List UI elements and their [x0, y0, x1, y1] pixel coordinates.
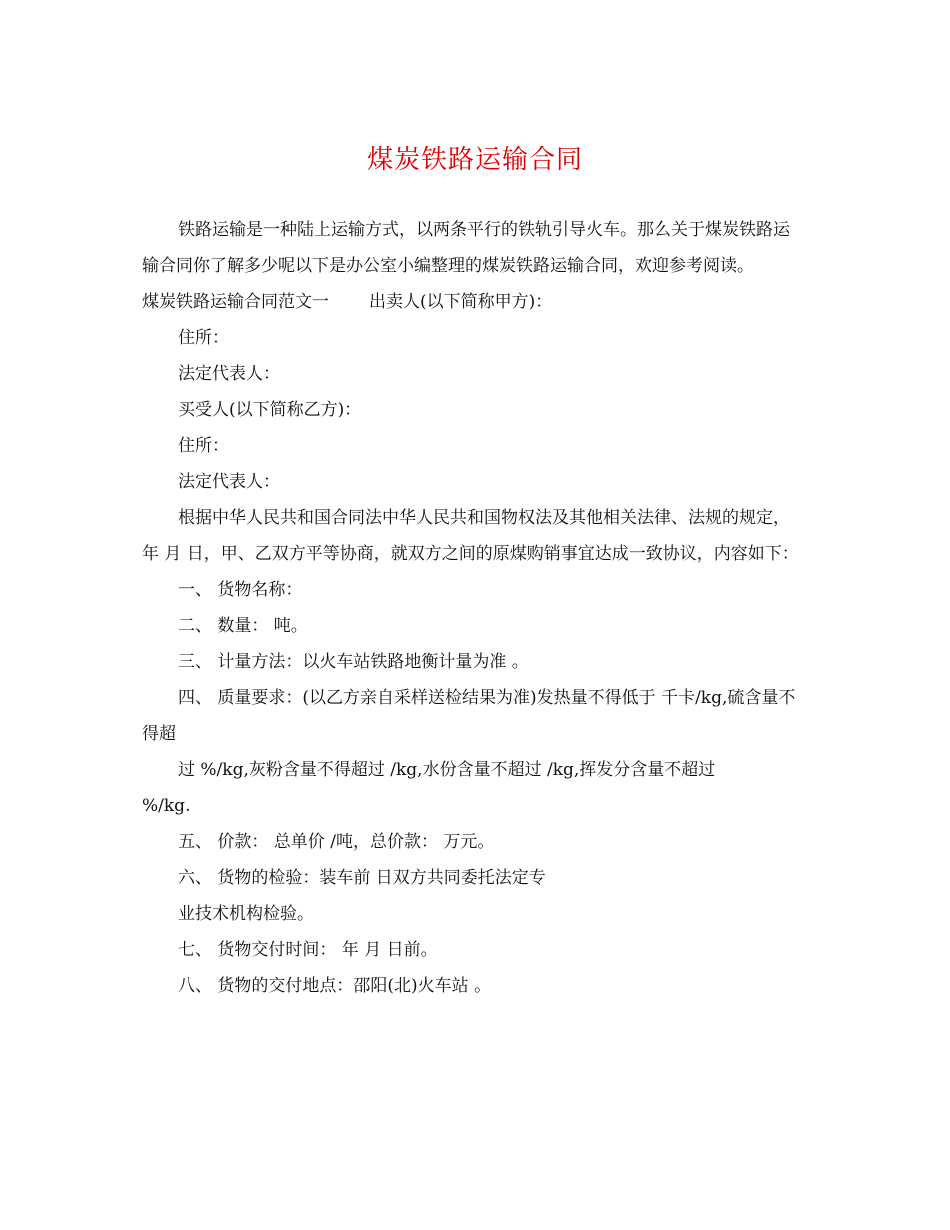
- clause-delivery-place: 八、 货物的交付地点：邵阳(北)火车站 。: [178, 976, 492, 996]
- sample-heading: 煤炭铁路运输合同范文一: [142, 292, 329, 312]
- clause-goods-name: 一、 货物名称：: [178, 580, 303, 600]
- clause-measurement: 三、 计量方法：以火车站铁路地衡计量为准 。: [178, 652, 529, 672]
- clause-quality-continued: 过 %/kg,灰粉含量不得超过 /kg,水份含量不超过 /kg,挥发分含量不超过: [178, 760, 716, 780]
- document-body: [142, 212, 806, 1004]
- clause-quantity: 二、 数量： 吨。: [178, 616, 308, 636]
- clause-inspection-continued: 业技术机构检验。: [178, 904, 314, 924]
- clause-quality: 四、 质量要求：(以乙方亲自采样送检结果为准)发热量不得低于 千卡/kg,硫含量不得超: [142, 688, 796, 744]
- preamble-paragraph: 根据中华人民共和国合同法中华人民共和国物权法及其他相关法律、法规的规定， 年 月 日，甲、乙双方平等协商，就双方之间的原煤购销事宜达成一致协议，内容如下：: [142, 508, 799, 564]
- sample-heading-line: [142, 284, 806, 320]
- clause-quality-end: %/kg.: [142, 796, 191, 816]
- buyer-address: 住所：: [178, 436, 229, 456]
- seller-representative: 法定代表人：: [178, 364, 280, 384]
- seller-address: 住所：: [178, 328, 229, 348]
- document-title: 煤炭铁路运输合同: [366, 145, 583, 175]
- clause-delivery-time: 七、 货物交付时间： 年 月 日前。: [178, 940, 438, 960]
- buyer-label: 买受人(以下简称乙方)：: [178, 400, 362, 420]
- clause-inspection: 六、 货物的检验：装车前 日双方共同委托法定专: [178, 868, 546, 888]
- intro-paragraph: 铁路运输是一种陆上运输方式，以两条平行的铁轨引导火车。那么关于煤炭铁路运输合同你了解多少呢以下是办公室小编整理的煤炭铁路运输合同，欢迎参考阅读。: [142, 220, 790, 276]
- clause-price: 五、 价款： 总单价 /吨，总价款： 万元。: [178, 832, 495, 852]
- seller-label: 出卖人(以下简称甲方)：: [369, 292, 553, 312]
- buyer-representative: 法定代表人：: [178, 472, 280, 492]
